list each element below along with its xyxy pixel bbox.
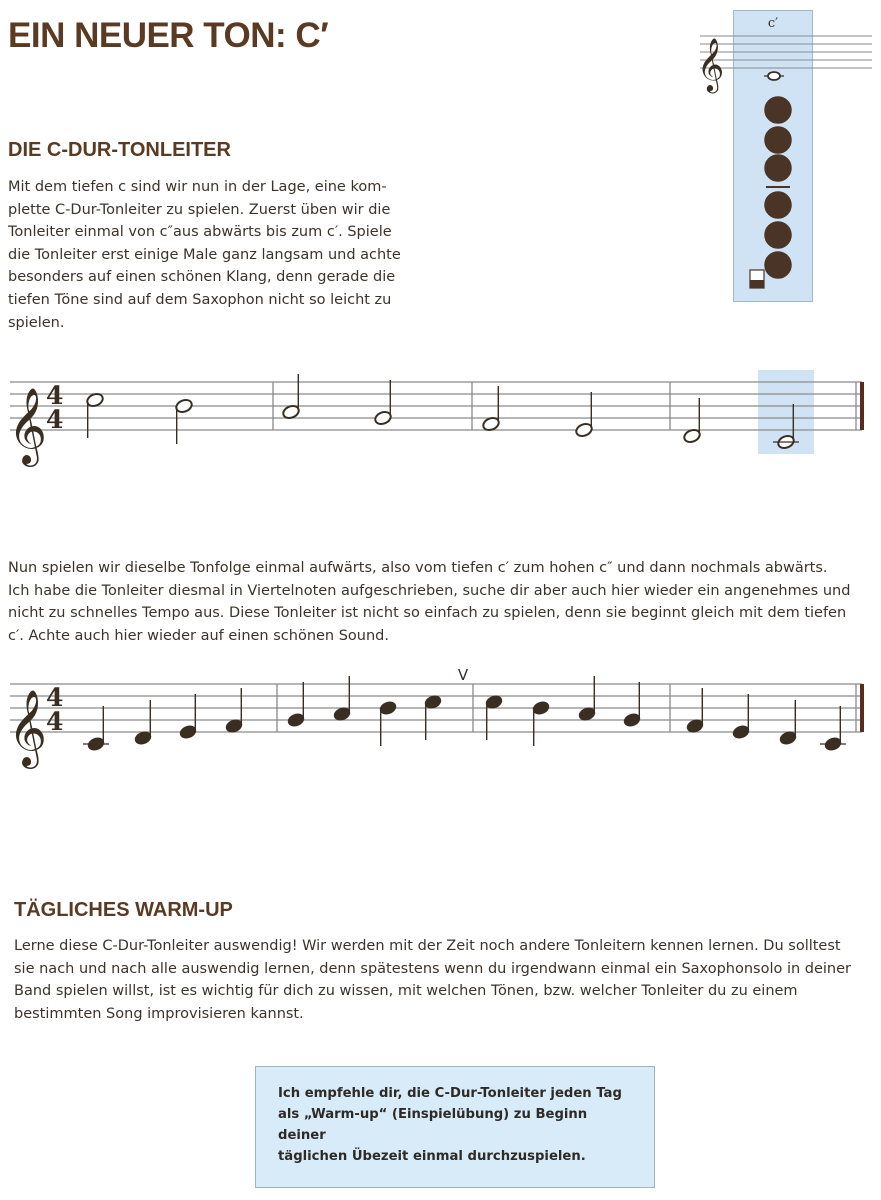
paragraph-line: besonders auf einen schönen Klang, denn gerade die: [8, 269, 396, 286]
section2-paragraph: [8, 557, 878, 647]
paragraph-line: bestimmten Song improvisieren kannst.: [14, 1005, 304, 1022]
finger-hole: [765, 192, 791, 218]
paragraph-line: Nun spielen wir dieselbe Tonfolge einmal aufwärts, also vom tiefen c′ zum hohen c″ und dann nochmals abwärts.: [8, 560, 828, 576]
note-label: c′: [767, 16, 779, 31]
time-signature-top: 4: [46, 683, 64, 712]
final-barline-thick: [860, 684, 864, 732]
octave-key-lower: [750, 280, 764, 288]
finger-hole: [765, 97, 791, 123]
finger-hole: [765, 127, 791, 153]
tip-box: [255, 1066, 655, 1188]
paragraph-line: Ich habe die Tonleiter diesmal in Viertelnoten aufgeschrieben, suche dir aber auch hier wieder ein angenehmes und: [8, 582, 851, 599]
paragraph-line: Band spielen willst, ist es wichtig für dich zu wissen, mit welchen Tönen, bzw. welcher Tonleiter du zu einem: [14, 983, 798, 1000]
paragraph-line: tiefen Töne sind auf dem Saxophon nicht so leicht zu: [8, 291, 392, 308]
final-barline-thick: [860, 382, 864, 430]
paragraph-line: plette C-Dur-Tonleiter zu spielen. Zuerst üben wir die: [8, 201, 391, 218]
page-title: EIN NEUER TON: C′: [8, 16, 329, 55]
tip-line: täglichen Übezeit einmal durchzuspielen.: [278, 1149, 586, 1164]
section-heading-warmup: TÄGLICHES WARM-UP: [14, 899, 233, 921]
tip-line: als „Warm-up“ (Einspielübung) zu Beginn deiner: [278, 1107, 588, 1143]
paragraph-line: sie nach und nach alle auswendig lernen, denn spätestens wenn du irgendwann einmal ein Saxophonsolo in deiner: [14, 960, 852, 977]
paragraph-line: spielen.: [8, 314, 65, 331]
treble-clef-icon: 𝄞: [8, 689, 48, 766]
paragraph-line: die Tonleiter erst einige Male ganz langsam und achte: [8, 246, 401, 263]
music-staff-up-down: [0, 660, 881, 790]
finger-hole: [765, 155, 791, 181]
section-heading-scale: DIE C-DUR-TONLEITER: [8, 139, 231, 161]
tip-line: Ich empfehle dir, die C-Dur-Tonleiter jeden Tag: [278, 1086, 622, 1101]
paragraph-line: Mit dem tiefen c sind wir nun in der Lage, eine kom-: [8, 179, 387, 195]
finger-hole: [765, 222, 791, 248]
section3-paragraph: [14, 935, 879, 1025]
section1-paragraph: [8, 176, 438, 334]
paragraph-line: c′. Achte auch hier wieder auf einen schönen Sound.: [8, 627, 390, 644]
treble-clef-icon: 𝄞: [8, 387, 48, 464]
finger-hole: [765, 252, 791, 278]
breath-mark: V: [457, 666, 469, 684]
whole-note-head: [768, 72, 780, 80]
paragraph-line: Lerne diese C-Dur-Tonleiter auswendig! Wir werden mit der Zeit noch andere Tonleitern kennen lernen. Du solltest: [14, 938, 841, 954]
paragraph-line: nicht zu schnelles Tempo aus. Diese Tonleiter ist nicht so einfach zu spielen, denn sie beginnt gleich mit dem tiefen: [8, 605, 847, 622]
paragraph-line: Tonleiter einmal von c″aus abwärts bis zum c′. Spiele: [8, 224, 392, 241]
time-signature-top: 4: [46, 381, 64, 410]
time-signature-bottom: 4: [46, 707, 64, 736]
time-signature-bottom: 4: [46, 405, 64, 434]
treble-clef-icon: 𝄞: [697, 37, 725, 91]
music-staff-descending: [0, 360, 881, 490]
